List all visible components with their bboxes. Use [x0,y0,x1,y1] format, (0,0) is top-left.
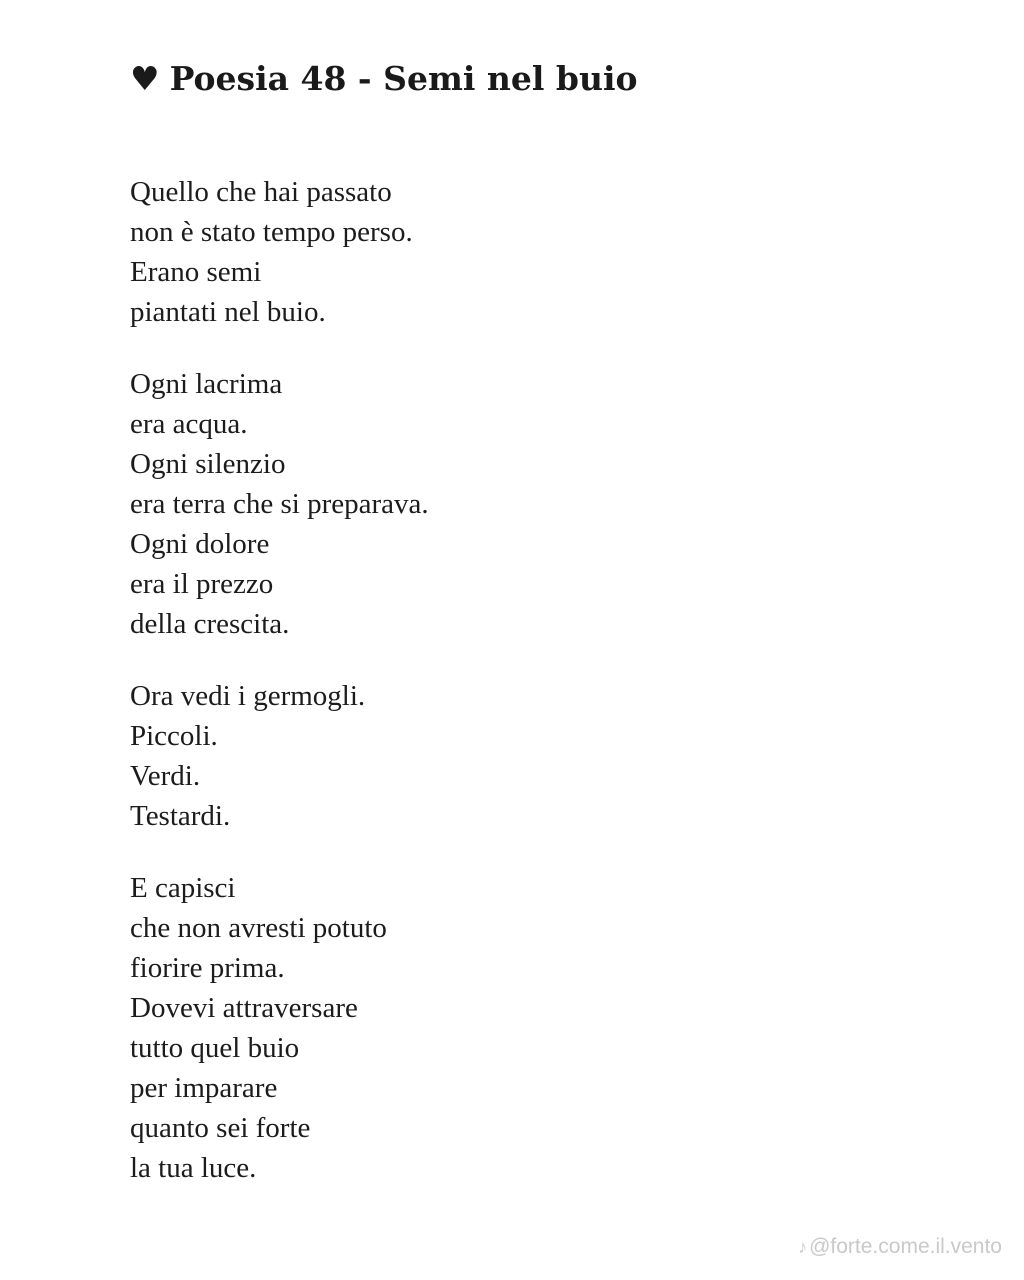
tiktok-icon: ♪ [798,1237,808,1257]
poem-line: Quello che hai passato [130,176,392,208]
poem-line: Testardi. [130,800,231,832]
poem-line: la tua luce. [130,1152,257,1184]
poem-line: per imparare [130,1072,278,1104]
poem-line: piantati nel buio. [130,296,326,328]
poem-line: Ogni lacrima [130,368,283,400]
heart-icon: ♥ [130,59,160,98]
title-text: Poesia 48 - Semi nel buio [169,59,638,98]
poem-line: era il prezzo [130,568,274,600]
poem-line: della crescita. [130,608,290,640]
stanza [130,364,950,644]
watermark [798,1234,1002,1260]
poem-body [130,172,950,1220]
poem-line: Piccoli. [130,720,218,752]
poem-line: era terra che si preparava. [130,488,429,520]
poem-line: E capisci [130,872,236,904]
poem-line: Ogni dolore [130,528,270,560]
page-title [130,56,638,102]
poem-line: Ogni silenzio [130,448,286,480]
stanza [130,868,950,1188]
poem-line: quanto sei forte [130,1112,311,1144]
poem-line: Dovevi attraversare [130,992,358,1024]
poem-line: fiorire prima. [130,952,285,984]
stanza [130,172,950,332]
poem-line: Ora vedi i germogli. [130,680,366,712]
stanza [130,676,950,836]
watermark-handle: @forte.come.il.vento [809,1235,1002,1258]
poem-line: non è stato tempo perso. [130,216,413,248]
poem-line: era acqua. [130,408,248,440]
poem-line: Verdi. [130,760,201,792]
poem-line: Erano semi [130,256,262,288]
poem-line: tutto quel buio [130,1032,300,1064]
poem-line: che non avresti potuto [130,912,387,944]
